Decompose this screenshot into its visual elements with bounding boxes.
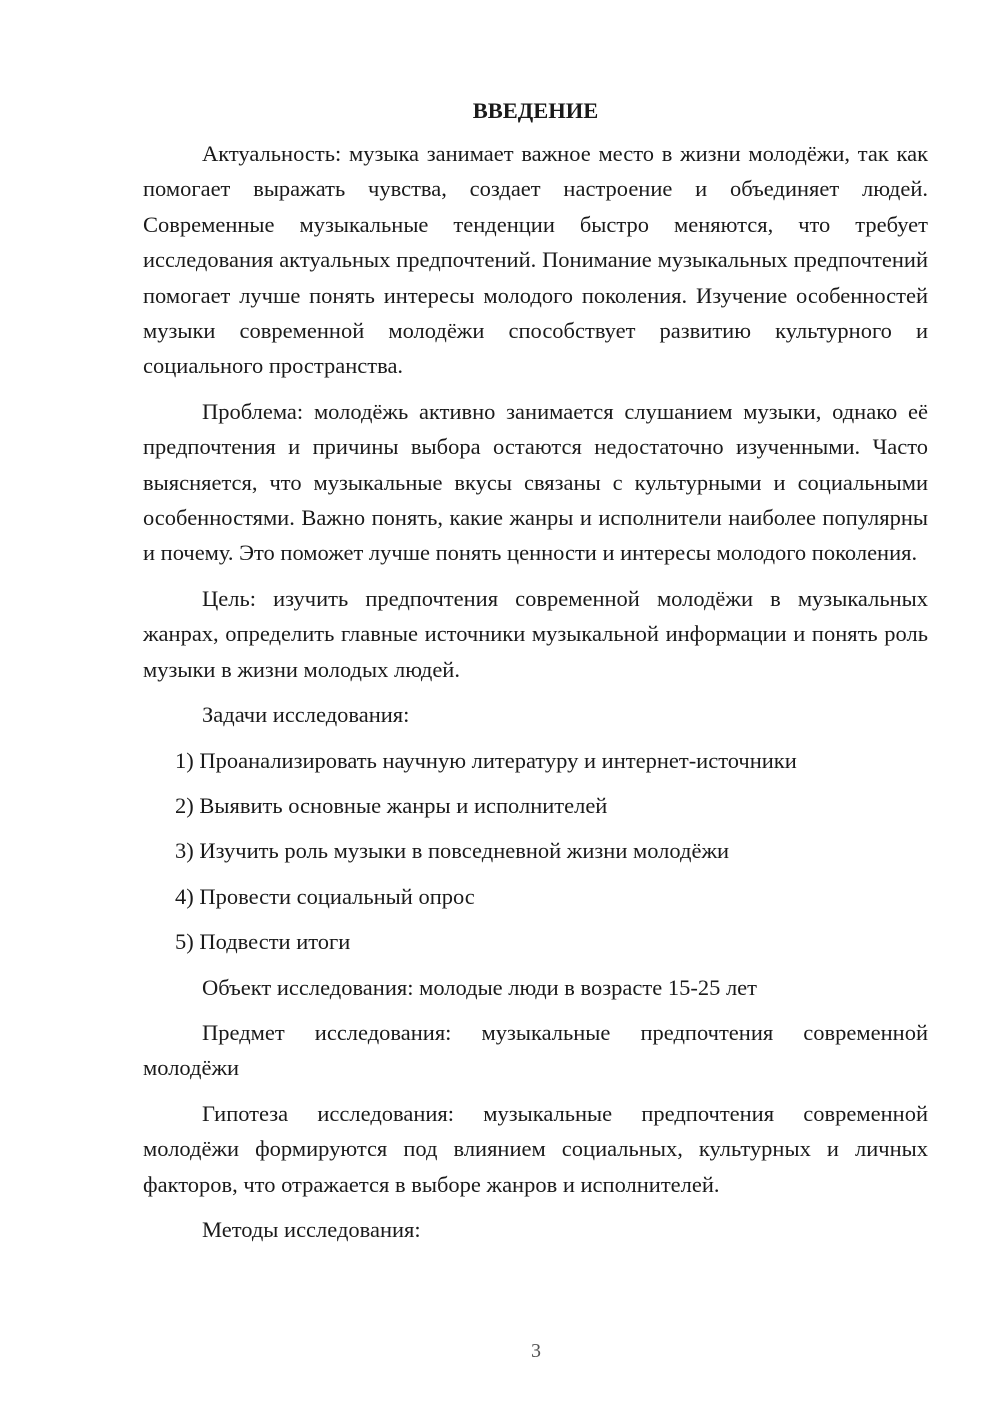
subject-paragraph: Предмет исследования: музыкальные предпочтения современной молодёжи (143, 1019, 928, 1081)
list-item: 5) Подвести итоги (175, 929, 351, 955)
list-item: 4) Провести социальный опрос (175, 883, 475, 909)
list-item: 1) Проанализировать научную литературу и интернет-источники (175, 747, 797, 773)
methods-title: Методы исследования: (202, 1216, 421, 1242)
goal-paragraph: Цель: изучить предпочтения современной молодёжи в музыкальных жанрах, определить главные источники музыкальной информации и понять роль музыки в жизни молодых людей. (143, 585, 928, 682)
hypothesis-paragraph: Гипотеза исследования: музыкальные предпочтения современной молодёжи формируются под влиянием социальных, культурных и личных факторов, что отражается в выборе жанров и исполнителей. (143, 1100, 928, 1197)
problem-paragraph: Проблема: молодёжь активно занимается слушанием музыки, однако её предпочтения и причины выбора остаются недостаточно изученными. Часто выясняется, что музыкальные вкусы связаны с культурными и социальными особенностями. Важно понять, какие жанры и исполнители наиболее популярны и почему. Это поможет лучше понять ценности и интересы молодого поколения. (143, 398, 928, 566)
tasks-list (143, 743, 928, 960)
list-item: 2) Выявить основные жанры и исполнителей (175, 792, 608, 818)
section-heading: ВВЕДЕНИЕ (472, 98, 599, 123)
object-paragraph: Объект исследования: молодые люди в возрасте 15-25 лет (202, 974, 757, 1000)
relevance-paragraph: Актуальность: музыка занимает важное место в жизни молодёжи, так как помогает выражать чувства, создает настроение и объединяет людей. Современные музыкальные тенденции быстро меняются, что требует исследования актуальных предпочтений. Понимание музыкальных предпочтений помогает лучше понять интересы молодого поколения. Изучение особенностей музыки современной молодёжи способствует развитию культурного и социального пространства. (143, 141, 928, 379)
list-item: 3) Изучить роль музыки в повседневной жизни молодёжи (175, 838, 730, 864)
page-number: 3 (531, 1340, 541, 1362)
tasks-title: Задачи исследования: (202, 702, 410, 728)
